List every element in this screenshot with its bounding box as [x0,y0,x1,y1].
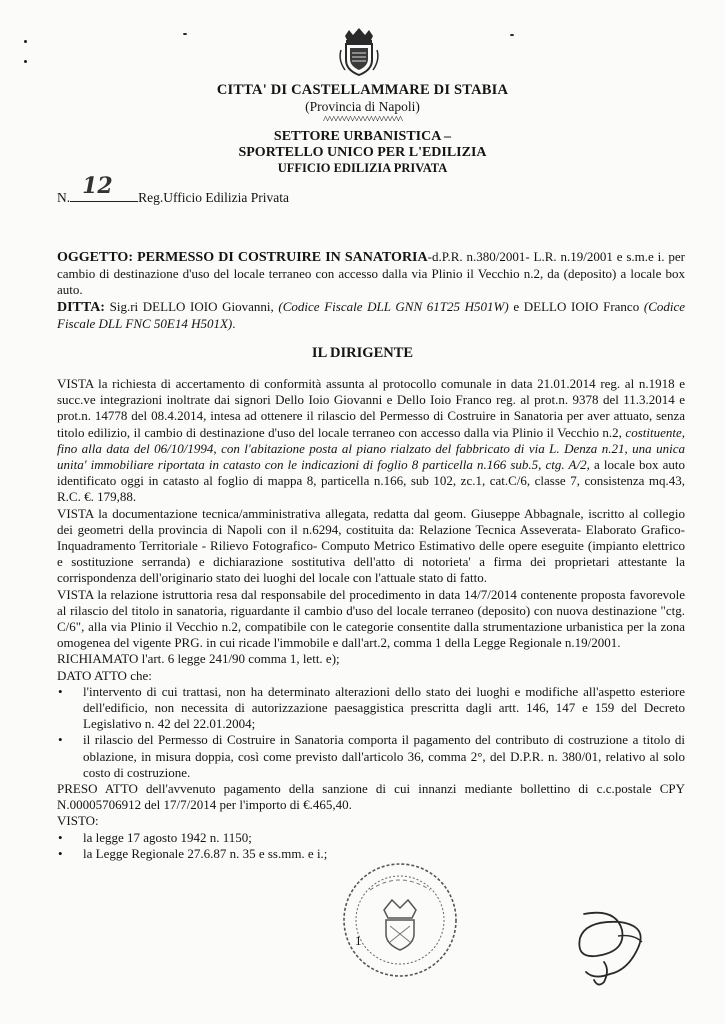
preso-atto-paragraph: PRESO ATTO dell'avvenuto pagamento della sanzione di cui innanzi mediante bollettino di c.c.postale CPY N.00005706912 del 17/7/2014 per l'importo di €.465,40. [57,781,685,813]
firm-fiscal-code-2: (Codice Fiscale DLL FNC 50E14 H501X) [57,298,686,331]
vista-paragraph-2: VISTA la documentazione tecnica/amministrativa allegata, redatta dal geom. Giuseppe Abbagnale, iscritto al collegio dei geometri della provincia di Napoli con il n.6294, costituita da: Relazione Tecnica Asseverata- Elaborato Grafico- Inquadramento Territoriale - Rilievo Fotografico- Computo Metrico Estimativo delle opere eseguite (impianto elettrico e sostituzione serranda) e dichiarazione sostitutiva dell'atto di notorieta' a firma dei proprietari attestante la corrispondenza dell'originario stato dei luoghi del locale con l'attuale stato di fatto. [57,505,685,586]
subject-block [57,249,685,332]
office-name: UFFICIO EDILIZIA PRIVATA [277,161,448,175]
list-item: • la Legge Regionale 27.6.87 n. 35 e ss.mm. e i.; [57,846,685,862]
registry-label: N. [57,190,71,205]
vista-1-text: VISTA la richiesta di accertamento di conformità assunta al protocollo comunale in data 21.01.2014 reg. al n.1918 e succ.ve integrazioni inoltrate dai signori Dello Ioio Giovanni e Dello Ioio Franco reg. al prot.n. 9378 del 11.3.2014 e prot.n. 14778 del 08.4.2014, intesa ad ottenere il rilascio del Permesso di Costruire in Sanatoria per aver attuato, senza titolo edilizio, il cambio di destinazione d'uso del locale terraneo con accesso dalla via Plinio il Vecchio n.2, [57,376,685,440]
header-ornament: ^^^^^^^^^^^^^^^^^^^ [322,114,403,126]
registry-suffix: Reg.Ufficio Edilizia Privata [138,190,289,205]
firm-end: . [232,315,236,331]
handwritten-signature-icon [564,900,654,990]
subject-text: -d.P.R. n.380/2001- L.R. n.19/2001 e s.m.e i. per cambio di destinazione d'uso del locale terraneo con accesso dalla via Plinio il Vecchio n.2, da (deposito) a locale box auto. [57,249,685,298]
firm-text-1: Sig.ri DELLO IOIO Giovanni, [104,298,279,314]
vista-paragraph-1 [57,376,685,506]
city-name: CITTA' DI CASTELLAMMARE DI STABIA [216,82,509,98]
margin-mark [24,60,27,63]
vista-1-end: a locale box auto identificato oggi in catasto al foglio di mappa 8, particella n.166, sub 102, zc.1, cat.C/6, classe 7, consistenza mq.43, R.C. €. 179,88. [57,457,686,505]
registry-handwritten-number: 12 [82,173,113,199]
margin-mark [24,40,27,43]
dato-atto-list [57,684,685,781]
subject-label: OGGETTO: PERMESSO DI COSTRUIRE IN SANATORIA [57,250,428,265]
visto-list [57,830,685,862]
desk-name: SPORTELLO UNICO PER L'EDILIZIA [238,145,487,160]
list-item: • l'intervento di cui trattasi, non ha determinato alterazioni dello stato dei luoghi e modifiche all'aspetto esteriore dell'edificio, non necessita di autorizzazione paesaggistica prescritta dagli artt. 146, 147 e 159 del Decreto Legislativo n. 42 del 22.01.2004; [57,684,685,733]
visto-intro: VISTO: [57,813,99,829]
firm-fiscal-code-1: (Codice Fiscale DLL GNN 61T25 H501W) [278,298,509,314]
list-item: • la legge 17 agosto 1942 n. 1150; [57,830,685,846]
sector-name: SETTORE URBANISTICA – [273,129,452,144]
official-stamp-icon [340,860,460,980]
margin-mark [510,34,514,36]
vista-1-italic: costituente, fino alla data del 06/10/1994, con l'abitazione posta al piano rialzato del fabbricato di via L. Denza n.21, una unica unita' immobiliare riportata in catasto con le indicazioni di foglio 8 particella n.166 sub.5, ctg. A/2, [57,424,685,473]
dato-atto-intro: DATO ATTO che: [57,667,152,683]
registry-line [57,173,289,206]
list-item: • il rilascio del Permesso di Costruire in Sanatoria comporta il pagamento del contributo di costruzione a titolo di oblazione, in misura doppia, così come previsto dall'articolo 36, comma 2°, del D.P.R. n. 380/01, relativo al solo costo di costruzione. [57,732,685,781]
vista-paragraph-3: VISTA la relazione istruttoria resa dal responsabile del procedimento in data 14/7/2014 contenente proposta favorevole al rilascio del titolo in sanatoria, riguardante il cambio d'uso del locale terraneo (deposito) con nuova destinazione "ctg. C/6", alla via Plinio il Vecchio n.2, compatibile con le categorie consentite dalla strumentazione urbanistica per la zona omogenea del vigente PRG. in cui ricade l'immobile e dall'art.2, comma 1 della Legge Regionale n.19/2001. [57,586,685,651]
margin-mark [183,33,187,35]
section-title: IL DIRIGENTE [311,345,414,361]
main-body [57,376,685,862]
richiamato-paragraph: RICHIAMATO l'art. 6 legge 241/90 comma 1, lett. e); [57,651,340,667]
page-number: 1 [355,933,362,948]
province-name: (Provincia di Napoli) [305,99,420,114]
registry-number-field [70,173,138,202]
firm-text-2: e DELLO IOIO Franco [508,298,644,314]
firm-label: DITTA: [57,299,105,315]
city-coat-of-arms-icon [333,26,385,78]
